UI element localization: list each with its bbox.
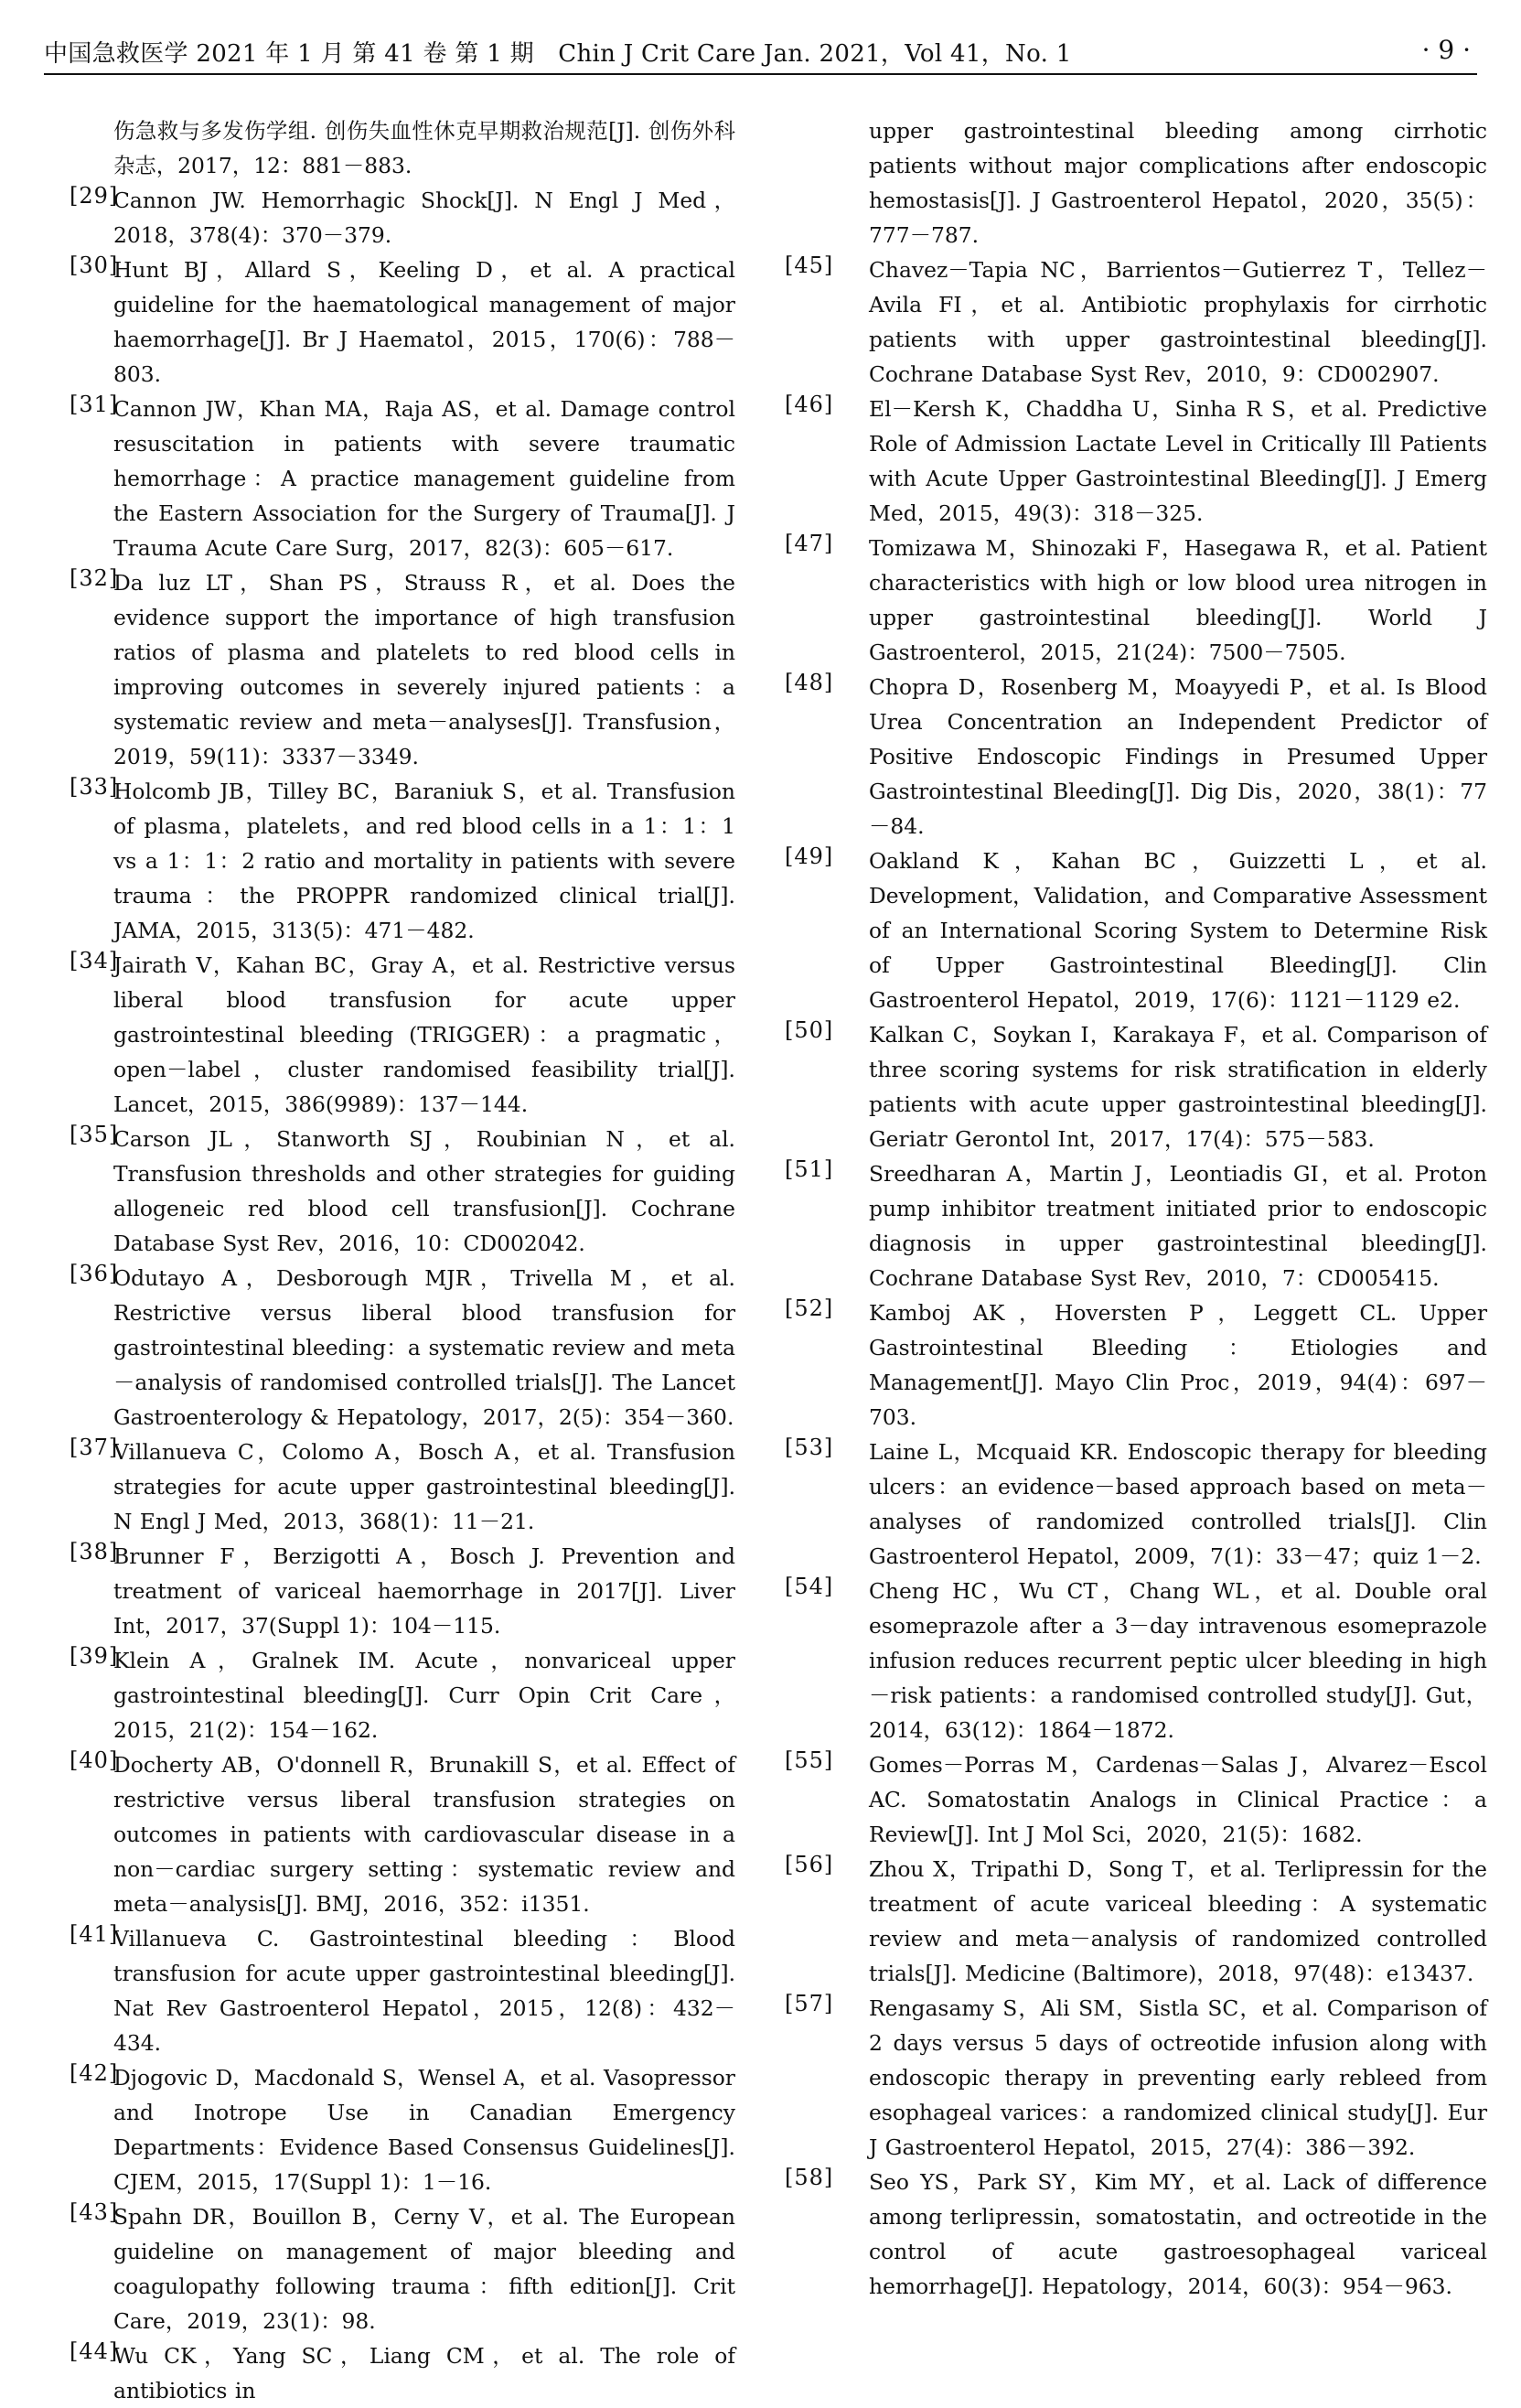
reference-text: Wu CK，Yang SC，Liang CM，et al. The role of antibiotics in	[113, 2343, 735, 2403]
reference-entry	[785, 1435, 1487, 1574]
reference-text: Hunt BJ，Allard S，Keeling D，et al. A practical guideline for the haematological management of major haemorrhage[J]. Br J Haematol，2015，170(6)：788－803.	[113, 257, 735, 387]
right-reference-column	[785, 113, 1487, 2304]
reference-number: [40]	[70, 1747, 119, 1773]
reference-text: Djogovic D，Macdonald S，Wensel A，et al. Vasopressor and Inotrope Use in Canadian Emergency Departments：Evidence Based Consensus Guidelines[J]. CJEM，2015，17(Suppl 1)：1－16.	[113, 2065, 735, 2195]
reference-number: [58]	[785, 2165, 834, 2190]
reference-number: [37]	[70, 1435, 119, 1460]
reference-text: Docherty AB，O'donnell R，Brunakill S，et al. Effect of restrictive versus liberal transfusion strategies on outcomes in patients with cardiovascular disease in a non－cardiac surgery setting：systematic review and meta－analysis[J]. BMJ，2016，352：i1351.	[113, 1752, 735, 1917]
reference-text: Gomes－Porras M，Cardenas－Salas J，Alvarez－Escol AC. Somatostatin Analogs in Clinical Practice：a Review[J]. Int J Mol Sci，2020，21(5)：1682.	[869, 1752, 1487, 1847]
reference-text: Laine L，Mcquaid KR. Endoscopic therapy for bleeding ulcers：an evidence－based approach based on meta－analyses of randomized controlled trials[J]. Clin Gastroenterol Hepatol，2009，7(1)：33－47；quiz 1－2.	[869, 1439, 1487, 1569]
reference-number: [35]	[70, 1122, 119, 1147]
reference-entry	[785, 2165, 1487, 2304]
reference-text: Kamboj AK，Hoversten P，Leggett CL. Upper Gastrointestinal Bleeding：Etiologies and Management[J]. Mayo Clin Proc，2019，94(4)：697－703.	[869, 1300, 1487, 1430]
reference-text: Zhou X，Tripathi D，Song T，et al. Terlipressin for the treatment of acute variceal bleeding：A systematic review and meta－analysis of randomized controlled trials[J]. Medicine (Baltimore)，2018，97(48)：e13437.	[869, 1856, 1487, 1986]
reference-number: [47]	[785, 531, 834, 556]
reference-number: [53]	[785, 1435, 834, 1460]
reference-number: [41]	[70, 1921, 119, 1947]
reference-number: [44]	[70, 2338, 119, 2364]
reference-entry	[785, 531, 1487, 670]
reference-text: Chavez－Tapia NC，Barrientos－Gutierrez T，Tellez－Avila FI，et al. Antibiotic prophylaxis for cirrhotic patients with upper gastrointestinal bleeding[J]. Cochrane Database Syst Rev，2010，9：CD002907.	[869, 257, 1487, 387]
reference-entry	[785, 1852, 1487, 1991]
reference-text: Odutayo A，Desborough MJR，Trivella M，et al. Restrictive versus liberal blood transfusion for gastrointestinal bleeding：a systematic review and meta－analysis of randomised controlled trials[J]. The Lancet Gastroenterology & Hepatology，2017，2(5)：354－360.	[113, 1265, 735, 1430]
reference-text: Seo YS，Park SY，Kim MY，et al. Lack of difference among terlipressin，somatostatin，and octreotide in the control of acute gastroesophageal variceal hemorrhage[J]. Hepatology，2014，60(3)：954－963.	[869, 2169, 1487, 2299]
reference-text: El－Kersh K，Chaddha U，Sinha R S，et al. Predictive Role of Admission Lactate Level in Critically Ill Patients with Acute Upper Gastrointestinal Bleeding[J]. J Emerg Med，2015，49(3)：318－325.	[869, 396, 1487, 526]
reference-number: [34]	[70, 948, 119, 973]
reference-text: Kalkan C，Soykan I，Karakaya F，et al. Comparison of three scoring systems for risk stratification in elderly patients with acute upper gastrointestinal bleeding[J]. Geriatr Gerontol Int，2017，17(4)：575－583.	[869, 1022, 1487, 1152]
reference-number: [36]	[70, 1261, 119, 1286]
reference-number: [51]	[785, 1156, 834, 1182]
reference-entry	[70, 948, 735, 1122]
reference-entry	[785, 1747, 1487, 1852]
reference-entry	[785, 1991, 1487, 2165]
reference-number: [30]	[70, 253, 119, 278]
journal-line: 中国急救医学 2021 年 1 月 第 41 卷 第 1 期 Chin J Crit Care Jan. 2021，Vol 41，No. 1	[44, 40, 1072, 68]
reference-text: Klein A，Gralnek IM. Acute，nonvariceal upper gastrointestinal bleeding[J]. Curr Opin Crit Care，2015，21(2)：154－162.	[113, 1648, 735, 1743]
header-rule	[44, 73, 1477, 75]
reference-text: Cheng HC，Wu CT，Chang WL，et al. Double oral esomeprazole after a 3－day intravenous esomeprazole infusion reduces recurrent peptic ulcer bleeding in high－risk patients：a randomised controlled study[J]. Gut，2014，63(12)：1864－1872.	[869, 1578, 1487, 1743]
reference-number: [31]	[70, 392, 119, 417]
reference-number: [54]	[785, 1574, 834, 1599]
reference-entry	[70, 1643, 735, 1747]
reference-text: Tomizawa M，Shinozaki F，Hasegawa R，et al. Patient characteristics with high or low blood urea nitrogen in upper gastrointestinal bleeding[J]. World J Gastroenterol，2015，21(24)：7500－7505.	[869, 535, 1487, 665]
reference-text: 伤急救与多发伤学组. 创伤失血性休克早期救治规范[J]. 创伤外科杂志，2017，12：881－883.	[113, 118, 735, 178]
reference-entry	[70, 2338, 735, 2408]
reference-continuation	[785, 113, 1487, 253]
reference-entry	[70, 392, 735, 565]
reference-entry	[785, 1156, 1487, 1295]
reference-number: [43]	[70, 2199, 119, 2225]
reference-entry	[785, 253, 1487, 392]
reference-text: Oakland K，Kahan BC，Guizzetti L，et al. Development，Validation，and Comparative Assessment of an International Scoring System to Determine Risk of Upper Gastrointestinal Bleeding[J]. Clin Gastroenterol Hepatol，2019，17(6)：1121－1129 e2.	[869, 848, 1487, 1013]
reference-entry	[70, 1261, 735, 1435]
reference-text: Villanueva C. Gastrointestinal bleeding：Blood transfusion for acute upper gastrointestinal bleeding[J]. Nat Rev Gastroenterol Hepatol，2015，12(8)：432－434.	[113, 1926, 735, 2056]
reference-entry	[785, 670, 1487, 844]
reference-text: upper gastrointestinal bleeding among cirrhotic patients without major complications after endoscopic hemostasis[J]. J Gastroenterol Hepatol，2020，35(5)：777－787.	[869, 118, 1487, 248]
reference-text: Carson JL，Stanworth SJ，Roubinian N，et al. Transfusion thresholds and other strategies for guiding allogeneic red blood cell transfusion[J]. Cochrane Database Syst Rev，2016，10：CD002042.	[113, 1126, 735, 1256]
reference-number: [42]	[70, 2060, 119, 2086]
reference-entry	[70, 1122, 735, 1261]
reference-number: [32]	[70, 565, 119, 591]
reference-entry	[785, 1574, 1487, 1747]
reference-number: [56]	[785, 1852, 834, 1877]
reference-number: [50]	[785, 1017, 834, 1043]
reference-entry	[70, 2060, 735, 2199]
reference-text: Brunner F，Berzigotti A，Bosch J. Prevention and treatment of variceal haemorrhage in 2017[J]. Liver Int，2017，37(Suppl 1)：104－115.	[113, 1543, 735, 1639]
reference-number: [45]	[785, 253, 834, 278]
reference-text: Sreedharan A，Martin J，Leontiadis GI，et al. Proton pump inhibitor treatment initiated prior to endoscopic diagnosis in upper gastrointestinal bleeding[J]. Cochrane Database Syst Rev，2010，7：CD005415.	[869, 1161, 1487, 1291]
reference-entry	[70, 1921, 735, 2060]
running-header	[44, 35, 1489, 71]
reference-continuation	[70, 113, 735, 183]
reference-entry	[70, 253, 735, 392]
reference-entry	[70, 1435, 735, 1539]
reference-number: [57]	[785, 1991, 834, 2016]
reference-number: [52]	[785, 1295, 834, 1321]
reference-text: Da luz LT，Shan PS，Strauss R，et al. Does the evidence support the importance of high transfusion ratios of plasma and platelets to red blood cells in improving outcomes in severely injured patients：a systematic review and meta－analyses[J]. Transfusion，2019，59(11)：3337－3349.	[113, 570, 735, 769]
reference-number: [29]	[70, 183, 119, 209]
reference-entry	[70, 774, 735, 948]
reference-entry	[70, 1539, 735, 1643]
reference-entry	[785, 1295, 1487, 1435]
reference-text: Spahn DR，Bouillon B，Cerny V，et al. The European guideline on management of major bleeding and coagulopathy following trauma：fifth edition[J]. Crit Care，2019，23(1)：98.	[113, 2204, 735, 2334]
reference-text: Villanueva C，Colomo A，Bosch A，et al. Transfusion strategies for acute upper gastrointestinal bleeding[J]. N Engl J Med，2013，368(1)：11－21.	[113, 1439, 735, 1534]
left-reference-column	[70, 113, 735, 2408]
reference-entry	[785, 1017, 1487, 1156]
reference-text: Rengasamy S，Ali SM，Sistla SC，et al. Comparison of 2 days versus 5 days of octreotide infusion along with endoscopic therapy in preventing early rebleed from esophageal varices：a randomized clinical study[J]. Eur J Gastroenterol Hepatol，2015，27(4)：386－392.	[869, 1995, 1487, 2160]
reference-text: Cannon JW. Hemorrhagic Shock[J]. N Engl J Med，2018，378(4)：370－379.	[113, 188, 735, 248]
reference-number: [48]	[785, 670, 834, 695]
reference-number: [38]	[70, 1539, 119, 1564]
reference-number: [33]	[70, 774, 119, 800]
reference-text: Cannon JW，Khan MA，Raja AS，et al. Damage control resuscitation in patients with severe traumatic hemorrhage：A practice management guideline from the Eastern Association for the Surgery of Trauma[J]. J Trauma Acute Care Surg，2017，82(3)：605－617.	[113, 396, 735, 561]
reference-number: [39]	[70, 1643, 119, 1669]
reference-text: Jairath V，Kahan BC，Gray A，et al. Restrictive versus liberal blood transfusion for acute upper gastrointestinal bleeding (TRIGGER)：a pragmatic，open－label，cluster randomised feasibility trial[J]. Lancet，2015，386(9989)：137－144.	[113, 952, 735, 1117]
reference-entry	[70, 183, 735, 253]
page-number: · 9 ·	[1421, 35, 1471, 65]
reference-entry	[70, 565, 735, 774]
reference-entry	[785, 844, 1487, 1017]
reference-entry	[70, 2199, 735, 2338]
reference-entry	[785, 392, 1487, 531]
reference-text: Chopra D，Rosenberg M，Moayyedi P，et al. Is Blood Urea Concentration an Independent Predictor of Positive Endoscopic Findings in Presumed Upper Gastrointestinal Bleeding[J]. Dig Dis，2020，38(1)：77－84.	[869, 674, 1487, 839]
reference-number: [46]	[785, 392, 834, 417]
reference-entry	[70, 1747, 735, 1921]
reference-number: [49]	[785, 844, 834, 869]
reference-text: Holcomb JB，Tilley BC，Baraniuk S，et al. Transfusion of plasma，platelets，and red blood cells in a 1：1：1 vs a 1：1：2 ratio and mortality in patients with severe trauma：the PROPPR randomized clinical trial[J]. JAMA，2015，313(5)：471－482.	[113, 779, 735, 943]
reference-number: [55]	[785, 1747, 834, 1773]
